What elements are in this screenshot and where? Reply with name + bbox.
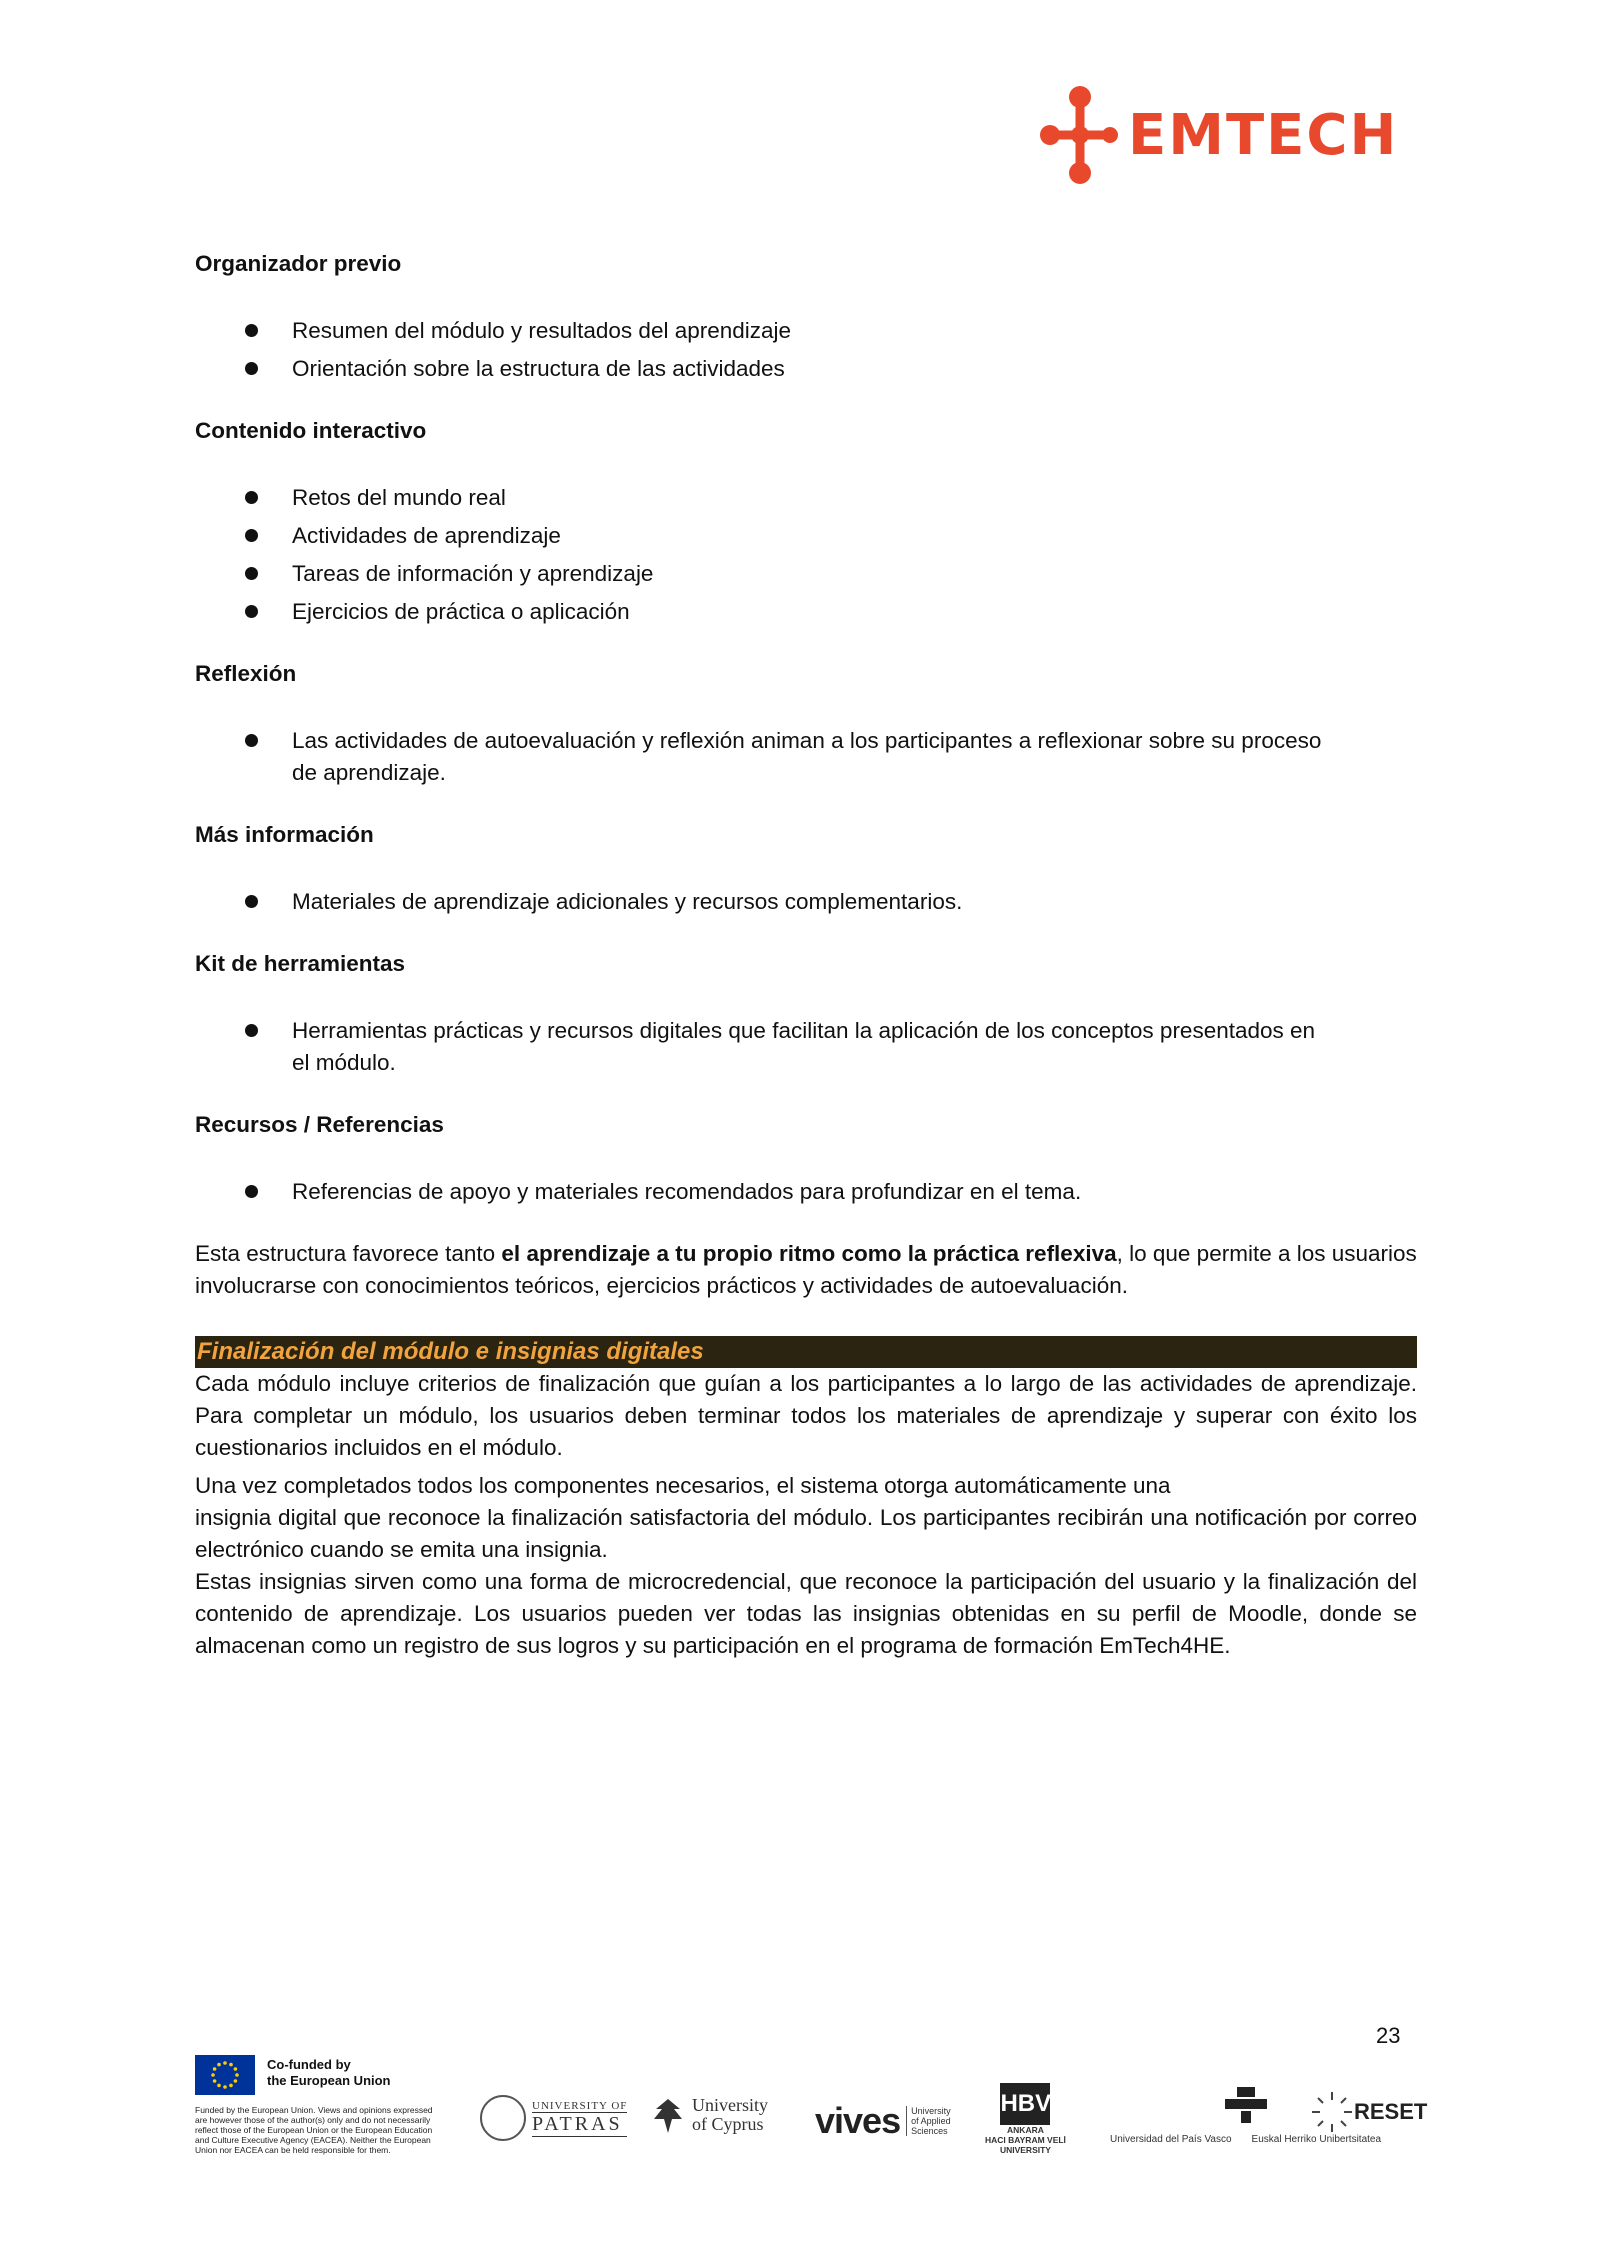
bullet-list [195,315,1417,385]
list-item-text: Las actividades de autoevaluación y reflexión animan a los participantes a reflexionar sobre su proceso de aprendizaje. [292,728,1322,785]
list-item-text: Materiales de aprendizaje adicionales y recursos complementarios. [292,889,963,914]
list-item-text: Referencias de apoyo y materiales recomendados para profundizar en el tema. [292,1179,1082,1204]
cofunded-label [267,2057,391,2089]
section-title: Organizador previo [195,251,402,276]
bullet-icon [245,734,258,747]
molecule-icon [1040,85,1120,185]
vives-sub: University [911,2106,951,2116]
hbv-line: UNIVERSITY [999,2145,1051,2155]
bullet-icon [245,324,258,337]
section-title: Reflexión [195,661,297,686]
bullet-icon [245,1024,258,1037]
list-item [195,558,1417,590]
list-item [195,1176,1417,1208]
bullet-icon [245,1185,258,1198]
list-item-text: Resumen del módulo y resultados del aprendizaje [292,318,792,343]
section-title: Más información [195,822,374,847]
section-reflexion [195,658,1417,789]
list-item-text: Tareas de información y aprendizaje [292,561,654,586]
list-item [195,725,1417,789]
bullet-icon [245,567,258,580]
ehu-line: Euskal Herriko Unibertsitatea [1251,2134,1382,2145]
section-title: Recursos / Referencias [195,1112,444,1137]
vives-name: vives [815,2100,901,2141]
list-item [195,1015,1417,1079]
page-number: 23 [1376,2023,1401,2048]
bullet-icon [245,491,258,504]
bullet-icon [245,605,258,618]
ehu-line: Universidad del País Vasco [1110,2134,1232,2145]
cyprus-line: University [692,2095,768,2115]
footer-logos [195,2055,1445,2185]
hbv-logo [985,2083,1066,2155]
eu-flag-icon [195,2055,255,2095]
cyprus-logo [650,2095,768,2135]
hbv-line: ANKARA [1007,2125,1044,2135]
patras-line: UNIVERSITY OF [532,2099,628,2112]
cofunded-line: Co-funded by [267,2057,351,2072]
summary-prefix: Esta estructura favorece tanto [195,1241,502,1266]
sunburst-icon [1310,2090,1354,2134]
vives-sub: of Applied [911,2116,951,2126]
reset-name: RESET [1354,2099,1428,2124]
bullet-list [195,482,1417,628]
list-item [195,353,1417,385]
summary-paragraph [195,1238,1417,1302]
section-kit [195,948,1417,1079]
summary-suffix: , lo que permite a los usuarios involucrarse con conocimientos teóricos, ejercicios prácticos y actividades de autoevaluación. [195,1241,1417,1298]
patras-line: PATRAS [532,2112,627,2137]
summary-bold: el aprendizaje a tu propio ritmo como la práctica reflexiva [501,1241,1117,1266]
bullet-list [195,886,1417,918]
list-item-text: Actividades de aprendizaje [292,523,561,548]
section-recursos [195,1109,1417,1208]
list-item [195,596,1417,628]
vives-logo [815,2100,951,2142]
content [195,248,1417,1662]
bullet-list [195,1176,1417,1208]
section-contenido [195,415,1417,628]
section-organizador [195,248,1417,385]
ehu-tree-icon [1217,2085,1275,2125]
bullet-icon [245,362,258,375]
section-mas-informacion [195,819,1417,918]
cyprus-line: of Cyprus [692,2114,764,2134]
section-title: Contenido interactivo [195,418,427,443]
logo-text: EMTECH [1128,102,1399,168]
list-item-text: Retos del mundo real [292,485,506,510]
bullet-icon [245,529,258,542]
reset-logo [1310,2090,1427,2134]
list-item-text: Orientación sobre la estructura de las actividades [292,356,785,381]
section-heading-banner: Finalización del módulo e insignias digitales [195,1336,1417,1368]
patras-logo [480,2095,627,2141]
seal-icon [480,2095,526,2141]
eu-disclaimer: Funded by the European Union. Views and opinions expressed are however those of the author(s) only and do not necessarily reflect those of the European Union or the European Education and Culture Executive Agency (EACEA). Neither the European Union nor EACEA can be held responsible for them. [195,2105,433,2155]
completion-paragraph-2-line-1: Una vez completados todos los componentes necesarios, el sistema otorga automáticamente una [195,1473,1171,1498]
bullet-list [195,725,1417,789]
completion-paragraph-2: insignia digital que reconoce la finalización satisfactoria del módulo. Los participantes recibirán una notificación por correo electrónico cuando se emita una insignia. [195,1505,1417,1562]
completion-paragraph-3: Estas insignias sirven como una forma de microcredencial, que reconoce la participación del usuario y la finalización del contenido de aprendizaje. Los usuarios pueden ver todas las insignias obtenidas en su perfil de Moodle, donde se almacenan como un registro de sus logros y su participación en el programa de formación EmTech4HE. [195,1569,1417,1658]
completion-paragraph-1: Cada módulo incluye criterios de finalización que guían a los participantes a lo largo de las actividades de aprendizaje. Para completar un módulo, los usuarios deben terminar todos los materiales de aprendizaje y superar con éxito los cuestionarios incluidos en el módulo. [195,1371,1417,1460]
bullet-icon [245,895,258,908]
bullet-list [195,1015,1417,1079]
list-item [195,520,1417,552]
list-item-text: Ejercicios de práctica o aplicación [292,599,630,624]
cofunded-line: the European Union [267,2073,391,2088]
list-item [195,886,1417,918]
list-item-text: Herramientas prácticas y recursos digitales que facilitan la aplicación de los conceptos presentados en el módulo. [292,1018,1316,1075]
list-item [195,482,1417,514]
emtech-logo [1040,80,1398,190]
hbv-mark-icon: HBV [1000,2083,1050,2125]
section-title: Kit de herramientas [195,951,406,976]
list-item [195,315,1417,347]
hbv-line: HACI BAYRAM VELİ [985,2135,1066,2145]
tree-icon [650,2095,686,2135]
vives-sub: Sciences [911,2126,948,2136]
